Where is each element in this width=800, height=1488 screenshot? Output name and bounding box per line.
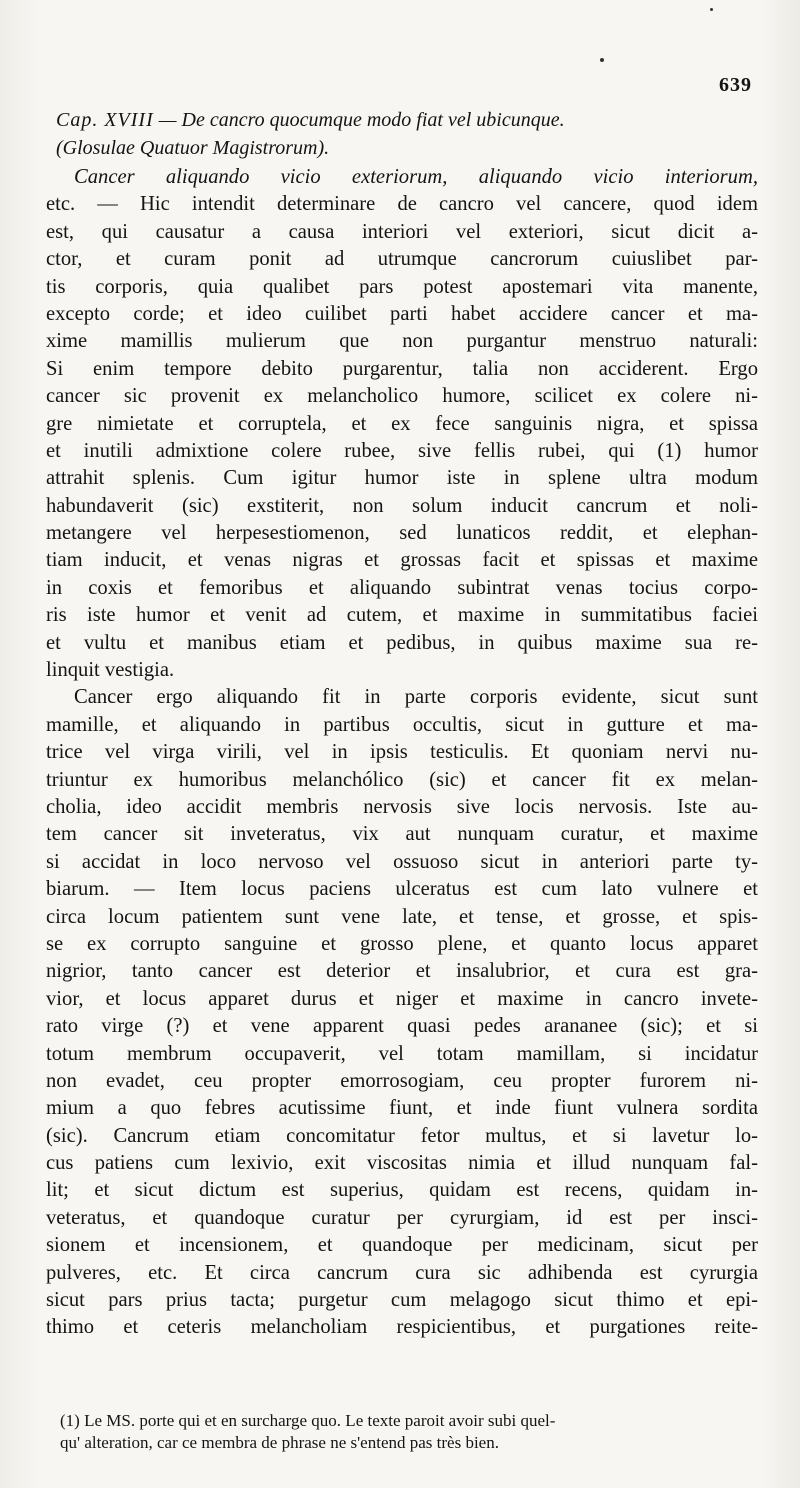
text-line: non evadet, ceu propter emorrosogiam, ceu propter furorem ni-	[46, 1069, 758, 1092]
text-line: mamille, et aliquando in partibus occultis, sicut in gutture et ma-	[46, 713, 758, 736]
text-line: biarum. — Item locus paciens ulceratus est cum lato vulnere et	[46, 878, 758, 901]
body-text	[46, 164, 758, 1342]
text-line: thimo et ceteris melancholiam respicientibus, et purgationes reite-	[46, 1316, 758, 1339]
footnote-line-2: qu' alteration, car ce membra de phrase ne s'entend pas très bien.	[60, 1433, 499, 1452]
footnote-line-1: (1) Le MS. porte qui et en surcharge quo. Le texte paroit avoir subi quel-	[60, 1411, 556, 1430]
text-line: tem cancer sit inveteratus, vix aut nunquam curatur, et maxime	[46, 823, 758, 846]
text-line: ctor, et curam ponit ad utrumque cancrorum cuiuslibet par-	[46, 248, 758, 271]
text-line: nigrior, tanto cancer est deterior et insalubrior, et cura est gra-	[46, 960, 758, 983]
text-line: circa locum patientem sunt vene late, et tense, et grosse, et spis-	[46, 905, 758, 928]
text-line: lit; et sicut dictum est superius, quidam est recens, quidam in-	[46, 1179, 758, 1202]
ink-speck	[710, 8, 713, 11]
text-line: habundaverit (sic) exstiterit, non solum inducit cancrum et noli-	[46, 494, 758, 517]
ink-speck	[600, 58, 604, 62]
text-line: Si enim tempore debito purgarentur, talia non acciderent. Ergo	[46, 357, 758, 380]
text-line: (sic). Cancrum etiam concomitatur fetor multus, et si lavetur lo-	[46, 1124, 758, 1147]
text-line: ris iste humor et venit ad cutem, et maxime in summitatibus faciei	[46, 604, 758, 627]
text-line: totum membrum occupaverit, vel totam mamillam, si incidatur	[46, 1042, 758, 1065]
text-line: Cancer ergo aliquando fit in parte corporis evidente, sicut sunt	[74, 686, 758, 709]
text-line: attrahit splenis. Cum igitur humor iste in splene ultra modum	[46, 467, 758, 490]
text-line: et inutili admixtione colere rubee, sive fellis rubei, qui (1) humor	[46, 439, 758, 462]
text-line: sicut pars prius tacta; purgetur cum melagogo sicut thimo et epi-	[46, 1289, 758, 1312]
text-line: cholia, ideo accidit membris nervosis sive locis nervosis. Iste au-	[46, 795, 758, 818]
chapter-label: Cap. XVIII	[56, 109, 154, 131]
text-line: gre nimietate et corruptela, et ex fece sanguinis nigra, et spissa	[46, 412, 758, 435]
text-line: in coxis et femoribus et aliquando subintrat venas tocius corpo-	[46, 576, 758, 599]
text-line: etc. — Hic intendit determinare de cancro vel cancere, quod idem	[46, 193, 758, 216]
text-line: triuntur ex humoribus melanchólico (sic) et cancer fit ex melan-	[46, 768, 758, 791]
text-line: vior, et locus apparet durus et niger et maxime in cancro invete-	[46, 987, 758, 1010]
text-line: cancer sic provenit ex melancholico humore, scilicet ex colere ni-	[46, 385, 758, 408]
text-line: si accidat in loco nervoso vel ossuoso sicut in anteriori parte ty-	[46, 850, 758, 873]
text-line: cus patiens cum lexivio, exit viscositas nimia et illud nunquam fal-	[46, 1152, 758, 1175]
text-line: sionem et incensionem, et quandoque per medicinam, sicut per	[46, 1234, 758, 1257]
text-line: se ex corrupto sanguine et grosso plene, et quanto locus apparet	[46, 932, 758, 955]
page-number: 639	[719, 74, 752, 96]
text-line: trice vel virga virili, vel in ipsis testiculis. Et quoniam nervi nu-	[46, 741, 758, 764]
chapter-subtitle: (Glosulae Quatuor Magistrorum).	[56, 137, 330, 159]
text-line: xime mamillis mulierum que non purgantur menstruo naturali:	[46, 330, 758, 353]
text-line: et vultu et manibus etiam et pedibus, in quibus maxime sua re-	[46, 631, 758, 654]
text-line: excepto corde; et ideo cuilibet parti habet accidere cancer et ma-	[46, 302, 758, 325]
text-line: est, qui causatur a causa interiori vel exteriori, sicut dicit a-	[46, 220, 758, 243]
text-line: tis corporis, quia qualibet pars potest apostemari vita manente,	[46, 275, 758, 298]
chapter-title: — De cancro quocumque modo fiat vel ubicunque.	[158, 109, 565, 131]
chapter-header	[56, 106, 756, 162]
text-line: rato virge (?) et vene apparent quasi pedes arananee (sic); et si	[46, 1015, 758, 1038]
text-line: mium a quo febres acutissime fiunt, et inde fiunt vulnera sordita	[46, 1097, 758, 1120]
footnote	[60, 1410, 760, 1454]
text-line: Cancer aliquando vicio exteriorum, aliquando vicio interiorum,	[74, 166, 758, 188]
text-line: tiam inducit, et venas nigras et grossas facit et spissas et maxime	[46, 549, 758, 572]
text-line: metangere vel herpesestiomenon, sed lunaticos reddit, et elephan-	[46, 522, 758, 545]
text-line: veteratus, et quandoque curatur per cyrurgiam, id est per insci-	[46, 1206, 758, 1229]
text-line: linquit vestigia.	[46, 659, 175, 682]
text-line: pulveres, etc. Et circa cancrum cura sic adhibenda est cyrurgia	[46, 1261, 758, 1284]
